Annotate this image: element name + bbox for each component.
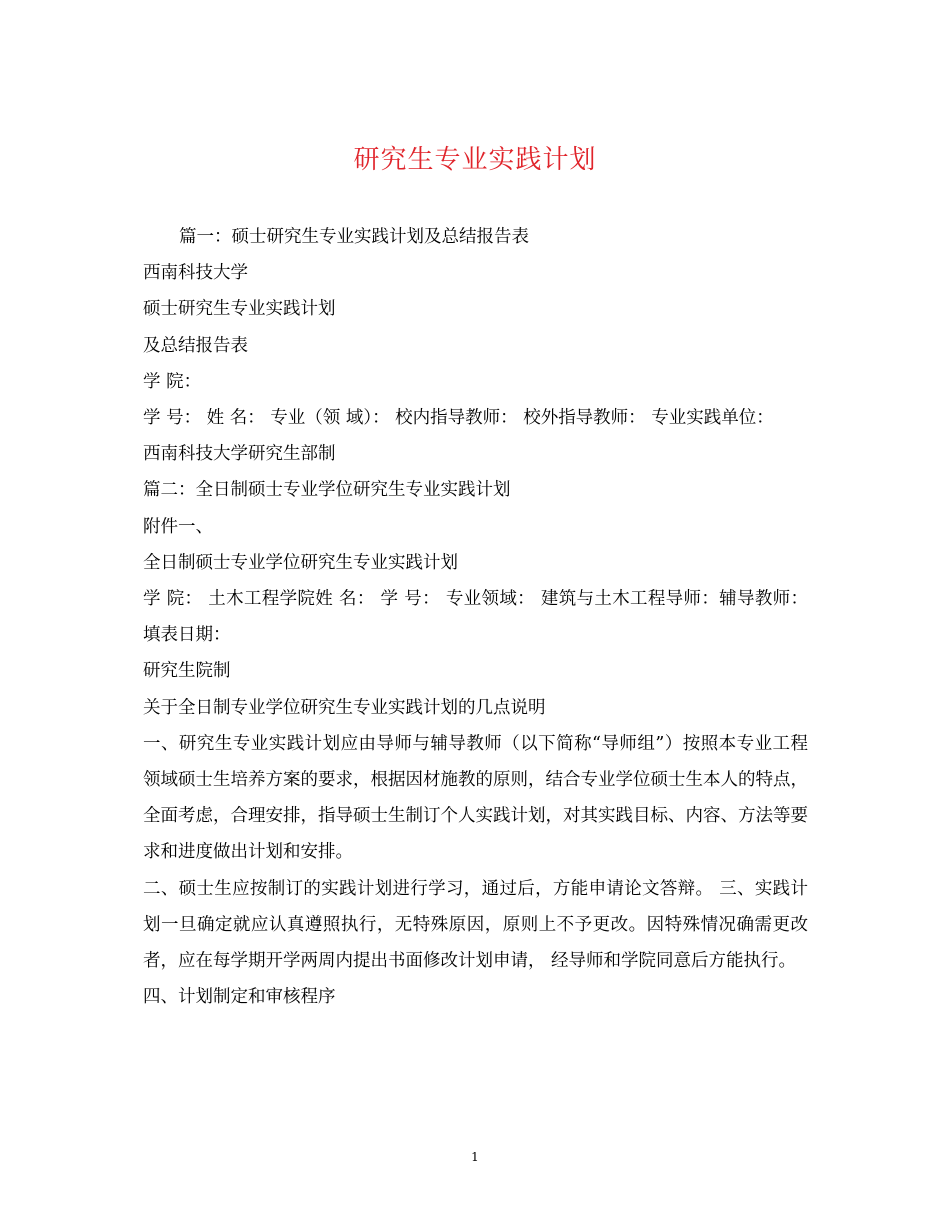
paragraph-part-one-heading: 篇一：硕士研究生专业实践计划及总结报告表 [179,227,529,247]
paragraph-university-name: 西南科技大学 [143,263,248,284]
paragraph-college-field: 学 院： [143,371,202,392]
paragraph-note-one: 一、研究生专业实践计划应由导师与辅导教师（以下简称“导师组”）按照本专业工程领域硕士生培养方案的要求，根据因材施教的原则，结合专业学位硕士生本人的特点，全面考虑，合理安排，指导硕士生制订个人实践计划，对其实践目标、内容、方法等要求和进度做出计划和安排。 [143,733,808,863]
paragraph-notes-heading: 关于全日制专业学位研究生专业实践计划的几点说明 [143,697,546,718]
paragraph-part-two-heading: 篇二：全日制硕士专业学位研究生专业实践计划 [143,480,511,501]
paragraph-issuer: 西南科技大学研究生部制 [143,444,336,465]
paragraph-note-four: 四、计划制定和审核程序 [143,987,336,1008]
paragraph-civil-fields: 学 院： 土木工程学院姓 名： 学 号： 专业领域： 建筑与土木工程导师：辅导教师：填表日期： [143,589,808,646]
paragraph-plan-title: 硕士研究生专业实践计划 [143,299,336,320]
paragraph-report-title: 及总结报告表 [143,335,248,356]
paragraph-graduate-school: 研究生院制 [143,661,231,682]
document-body [143,219,808,1015]
paragraph-attachment: 附件一、 [143,516,213,537]
page-number: 1 [471,1150,479,1164]
paragraph-fulltime-plan-title: 全日制硕士专业学位研究生专业实践计划 [143,552,458,573]
document-title: 研究生专业实践计划 [353,145,597,175]
paragraph-note-two-three: 二、硕士生应按制订的实践计划进行学习，通过后，方能申请论文答辩。 三、实践计划一旦确定就应认真遵照执行，无特殊原因，原则上不予更改。因特殊情况确需更改者，应在每学期开学两周内提出书面修改计划申请， 经导师和学院同意后方能执行。 [143,878,808,972]
paragraph-student-fields: 学 号： 姓 名： 专业（领 域）： 校内指导教师： 校外指导教师： 专业实践单位： [143,408,774,429]
